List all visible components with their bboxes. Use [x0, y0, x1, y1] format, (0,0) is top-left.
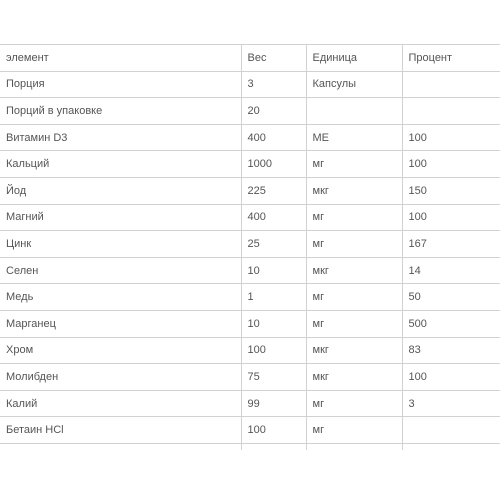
table-cell-weight: 3: [241, 71, 306, 98]
table-cell-percent: [402, 98, 500, 125]
table-cell-unit: [306, 98, 402, 125]
header-cell-element: элемент: [0, 45, 241, 72]
table-row: [0, 98, 500, 125]
table-cell-percent: [402, 71, 500, 98]
table-cell-unit: мкг: [306, 177, 402, 204]
table-cell-percent: 3: [402, 390, 500, 417]
table-cell-element: Медь: [0, 284, 241, 311]
table-cell-percent: 100: [402, 204, 500, 231]
table-cell-weight: 75: [241, 364, 306, 391]
table-row: [0, 231, 500, 258]
table-cell-unit: мкг: [306, 337, 402, 364]
header-cell-weight: Вес: [241, 45, 306, 72]
table-row: [0, 151, 500, 178]
table-cell-element: Цинк: [0, 231, 241, 258]
table-cell-unit: Капсулы: [306, 71, 402, 98]
table-cell-unit: мг: [306, 310, 402, 337]
table-cell-unit: мг: [306, 204, 402, 231]
table-cell-weight: 1: [241, 284, 306, 311]
table-cell-element: Кальций: [0, 151, 241, 178]
table-row: [0, 284, 500, 311]
table-row: [0, 443, 500, 450]
table-row: [0, 71, 500, 98]
header-cell-unit: Единица: [306, 45, 402, 72]
table-row: [0, 177, 500, 204]
table-cell-unit: мг: [306, 417, 402, 444]
table-cell-weight: 20: [241, 98, 306, 125]
table-cell-percent: [402, 443, 500, 450]
table-cell-weight: 100: [241, 337, 306, 364]
table-cell-weight: 99: [241, 390, 306, 417]
table-cell-element: Магний: [0, 204, 241, 231]
table-cell-weight: 400: [241, 204, 306, 231]
table-row: [0, 417, 500, 444]
table-cell-weight: 400: [241, 124, 306, 151]
table-cell-element: Хром: [0, 337, 241, 364]
nutrition-table: [0, 44, 500, 450]
table-cell-weight: 225: [241, 177, 306, 204]
table-cell-unit: мг: [306, 390, 402, 417]
table-cell-weight: 10: [241, 257, 306, 284]
table-cell-unit: мг: [306, 231, 402, 258]
table-cell-percent: 500: [402, 310, 500, 337]
table-cell-unit: мкг: [306, 364, 402, 391]
table-cell-percent: 100: [402, 124, 500, 151]
table-cell-weight: 25: [241, 231, 306, 258]
table-cell-weight: 10: [241, 310, 306, 337]
table-row: [0, 364, 500, 391]
table-cell-unit: мкг: [306, 257, 402, 284]
table-cell-element: Витамин D3: [0, 124, 241, 151]
table-cell-element: Бетаин HCl: [0, 417, 241, 444]
table-cell-percent: 150: [402, 177, 500, 204]
header-cell-percent: Процент: [402, 45, 500, 72]
table-cell-percent: 100: [402, 364, 500, 391]
table-cell-unit: мг: [306, 151, 402, 178]
table-row: [0, 257, 500, 284]
table-cell-percent: 50: [402, 284, 500, 311]
table-cell-element: Порция: [0, 71, 241, 98]
table-row: [0, 337, 500, 364]
table-cell-element: Молибден: [0, 364, 241, 391]
table-cell-weight: 1000: [241, 151, 306, 178]
table-cell-percent: 100: [402, 151, 500, 178]
table-cell-unit: [306, 443, 402, 450]
table-cell-weight: 100: [241, 417, 306, 444]
table-cell-percent: [402, 417, 500, 444]
table-row: [0, 390, 500, 417]
table-header-row: [0, 45, 500, 72]
table-row: [0, 310, 500, 337]
table-cell-weight: [241, 443, 306, 450]
table-cell-percent: 167: [402, 231, 500, 258]
table-row: [0, 124, 500, 151]
table-cell-percent: 83: [402, 337, 500, 364]
table-row: [0, 204, 500, 231]
table-cell-element: Калий: [0, 390, 241, 417]
table-cell-element: Селен: [0, 257, 241, 284]
nutrition-table-container: [0, 44, 500, 450]
table-cell-unit: мг: [306, 284, 402, 311]
table-cell-percent: 14: [402, 257, 500, 284]
table-cell-element: [0, 443, 241, 450]
table-cell-element: Порций в упаковке: [0, 98, 241, 125]
table-cell-element: Марганец: [0, 310, 241, 337]
table-cell-unit: МЕ: [306, 124, 402, 151]
table-cell-element: Йод: [0, 177, 241, 204]
